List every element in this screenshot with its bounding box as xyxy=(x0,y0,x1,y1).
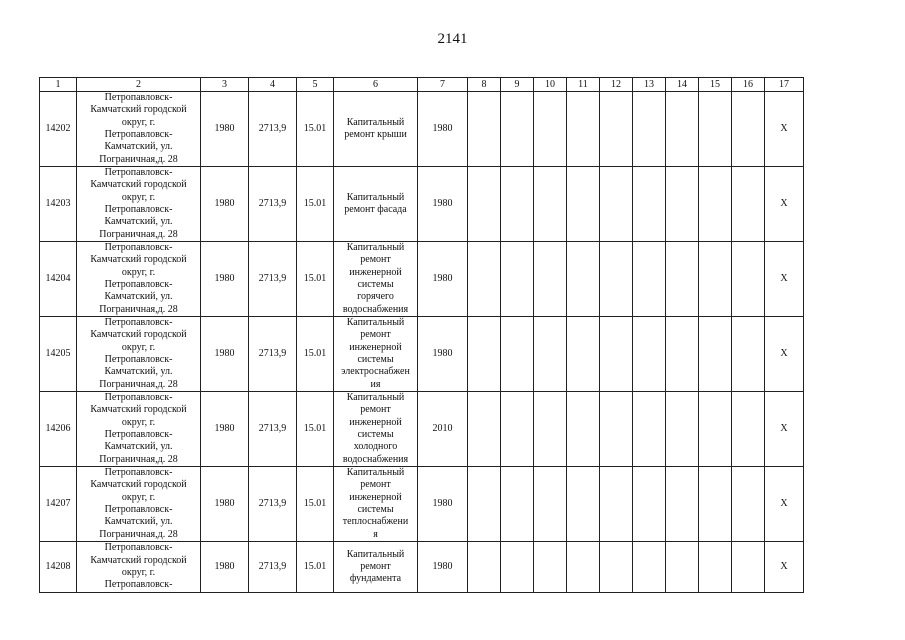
address-cell: Петропавловск- Камчатский городской округ, г. Петропавловск- xyxy=(77,542,201,593)
year-cell: 1980 xyxy=(418,317,468,392)
year-built-cell: 1980 xyxy=(201,392,249,467)
column-header: 12 xyxy=(600,78,633,92)
year-cell: 1980 xyxy=(418,467,468,542)
empty-cell xyxy=(633,467,666,542)
empty-cell xyxy=(600,167,633,242)
date-cell: 15.01 xyxy=(297,467,334,542)
empty-cell xyxy=(600,467,633,542)
table-row xyxy=(40,92,804,167)
empty-cell xyxy=(468,317,501,392)
empty-cell xyxy=(534,392,567,467)
empty-cell xyxy=(666,467,699,542)
empty-cell xyxy=(633,92,666,167)
mark-cell: X xyxy=(765,317,804,392)
year-cell: 1980 xyxy=(418,542,468,593)
mark-cell: X xyxy=(765,92,804,167)
mark-cell: X xyxy=(765,392,804,467)
year-built-cell: 1980 xyxy=(201,542,249,593)
empty-cell xyxy=(633,317,666,392)
year-cell: 1980 xyxy=(418,92,468,167)
table-row xyxy=(40,392,804,467)
address-cell: Петропавловск- Камчатский городской округ, г. Петропавловск- Камчатский, ул. Пограничная,д. 28 xyxy=(77,392,201,467)
empty-cell xyxy=(633,542,666,593)
empty-cell xyxy=(633,242,666,317)
work-type-cell: Капитальный ремонт крыши xyxy=(334,92,418,167)
mark-cell: X xyxy=(765,542,804,593)
work-type-cell: Капитальный ремонт инженерной системы теплоснабжени я xyxy=(334,467,418,542)
date-cell: 15.01 xyxy=(297,167,334,242)
date-cell: 15.01 xyxy=(297,317,334,392)
empty-cell xyxy=(501,542,534,593)
empty-cell xyxy=(534,317,567,392)
empty-cell xyxy=(732,467,765,542)
work-type-cell: Капитальный ремонт инженерной системы холодного водоснабжения xyxy=(334,392,418,467)
column-header: 7 xyxy=(418,78,468,92)
column-header: 14 xyxy=(666,78,699,92)
empty-cell xyxy=(732,392,765,467)
empty-cell xyxy=(501,317,534,392)
date-cell: 15.01 xyxy=(297,242,334,317)
empty-cell xyxy=(666,92,699,167)
empty-cell xyxy=(468,92,501,167)
column-header: 10 xyxy=(534,78,567,92)
column-header: 17 xyxy=(765,78,804,92)
area-cell: 2713,9 xyxy=(249,242,297,317)
empty-cell xyxy=(666,317,699,392)
area-cell: 2713,9 xyxy=(249,167,297,242)
empty-cell xyxy=(699,392,732,467)
date-cell: 15.01 xyxy=(297,542,334,593)
year-cell: 2010 xyxy=(418,392,468,467)
column-header: 6 xyxy=(334,78,418,92)
table-row xyxy=(40,467,804,542)
column-header: 16 xyxy=(732,78,765,92)
empty-cell xyxy=(534,467,567,542)
row-id-cell: 14202 xyxy=(40,92,77,167)
year-built-cell: 1980 xyxy=(201,167,249,242)
address-cell: Петропавловск- Камчатский городской округ, г. Петропавловск- Камчатский, ул. Пограничная,д. 28 xyxy=(77,317,201,392)
work-type-cell: Капитальный ремонт фундамента xyxy=(334,542,418,593)
empty-cell xyxy=(468,392,501,467)
empty-cell xyxy=(633,392,666,467)
year-built-cell: 1980 xyxy=(201,242,249,317)
row-id-cell: 14205 xyxy=(40,317,77,392)
row-id-cell: 14204 xyxy=(40,242,77,317)
empty-cell xyxy=(501,167,534,242)
empty-cell xyxy=(567,392,600,467)
date-cell: 15.01 xyxy=(297,92,334,167)
empty-cell xyxy=(468,167,501,242)
mark-cell: X xyxy=(765,167,804,242)
area-cell: 2713,9 xyxy=(249,542,297,593)
address-cell: Петропавловск- Камчатский городской округ, г. Петропавловск- Камчатский, ул. Пограничная,д. 28 xyxy=(77,167,201,242)
empty-cell xyxy=(699,317,732,392)
table-row xyxy=(40,542,804,593)
table-row xyxy=(40,242,804,317)
work-type-cell: Капитальный ремонт инженерной системы горячего водоснабжения xyxy=(334,242,418,317)
empty-cell xyxy=(468,242,501,317)
empty-cell xyxy=(666,392,699,467)
empty-cell xyxy=(567,242,600,317)
empty-cell xyxy=(501,242,534,317)
date-cell: 15.01 xyxy=(297,392,334,467)
empty-cell xyxy=(666,242,699,317)
empty-cell xyxy=(732,317,765,392)
empty-cell xyxy=(600,317,633,392)
empty-cell xyxy=(699,92,732,167)
empty-cell xyxy=(600,392,633,467)
column-header: 4 xyxy=(249,78,297,92)
table-row xyxy=(40,317,804,392)
empty-cell xyxy=(567,317,600,392)
empty-cell xyxy=(732,167,765,242)
empty-cell xyxy=(666,542,699,593)
empty-cell xyxy=(534,242,567,317)
year-built-cell: 1980 xyxy=(201,467,249,542)
empty-cell xyxy=(567,92,600,167)
empty-cell xyxy=(633,167,666,242)
empty-cell xyxy=(732,542,765,593)
year-cell: 1980 xyxy=(418,242,468,317)
column-header: 9 xyxy=(501,78,534,92)
empty-cell xyxy=(600,92,633,167)
row-id-cell: 14207 xyxy=(40,467,77,542)
empty-cell xyxy=(699,242,732,317)
empty-cell xyxy=(732,92,765,167)
empty-cell xyxy=(600,242,633,317)
address-cell: Петропавловск- Камчатский городской округ, г. Петропавловск- Камчатский, ул. Пограничная,д. 28 xyxy=(77,467,201,542)
empty-cell xyxy=(534,167,567,242)
empty-cell xyxy=(699,467,732,542)
area-cell: 2713,9 xyxy=(249,92,297,167)
area-cell: 2713,9 xyxy=(249,317,297,392)
empty-cell xyxy=(501,92,534,167)
page-number: 2141 xyxy=(437,31,468,47)
empty-cell xyxy=(666,167,699,242)
column-header: 13 xyxy=(633,78,666,92)
area-cell: 2713,9 xyxy=(249,467,297,542)
year-cell: 1980 xyxy=(418,167,468,242)
year-built-cell: 1980 xyxy=(201,92,249,167)
empty-cell xyxy=(501,392,534,467)
empty-cell xyxy=(567,167,600,242)
address-cell: Петропавловск- Камчатский городской округ, г. Петропавловск- Камчатский, ул. Пограничная,д. 28 xyxy=(77,92,201,167)
work-type-cell: Капитальный ремонт инженерной системы электроснабжен ия xyxy=(334,317,418,392)
column-header: 1 xyxy=(40,78,77,92)
column-header: 2 xyxy=(77,78,201,92)
empty-cell xyxy=(534,542,567,593)
column-header: 15 xyxy=(699,78,732,92)
empty-cell xyxy=(468,467,501,542)
column-header: 8 xyxy=(468,78,501,92)
empty-cell xyxy=(699,167,732,242)
mark-cell: X xyxy=(765,467,804,542)
empty-cell xyxy=(567,467,600,542)
mark-cell: X xyxy=(765,242,804,317)
area-cell: 2713,9 xyxy=(249,392,297,467)
header-row xyxy=(40,78,804,92)
empty-cell xyxy=(699,542,732,593)
table-body xyxy=(40,92,804,593)
row-id-cell: 14208 xyxy=(40,542,77,593)
empty-cell xyxy=(468,542,501,593)
row-id-cell: 14206 xyxy=(40,392,77,467)
empty-cell xyxy=(534,92,567,167)
empty-cell xyxy=(501,467,534,542)
year-built-cell: 1980 xyxy=(201,317,249,392)
row-id-cell: 14203 xyxy=(40,167,77,242)
work-type-cell: Капитальный ремонт фасада xyxy=(334,167,418,242)
column-header: 5 xyxy=(297,78,334,92)
address-cell: Петропавловск- Камчатский городской округ, г. Петропавловск- Камчатский, ул. Пограничная,д. 28 xyxy=(77,242,201,317)
empty-cell xyxy=(600,542,633,593)
registry-table xyxy=(39,77,804,593)
column-header: 11 xyxy=(567,78,600,92)
table-header xyxy=(40,78,804,92)
table-row xyxy=(40,167,804,242)
empty-cell xyxy=(567,542,600,593)
column-header: 3 xyxy=(201,78,249,92)
empty-cell xyxy=(732,242,765,317)
